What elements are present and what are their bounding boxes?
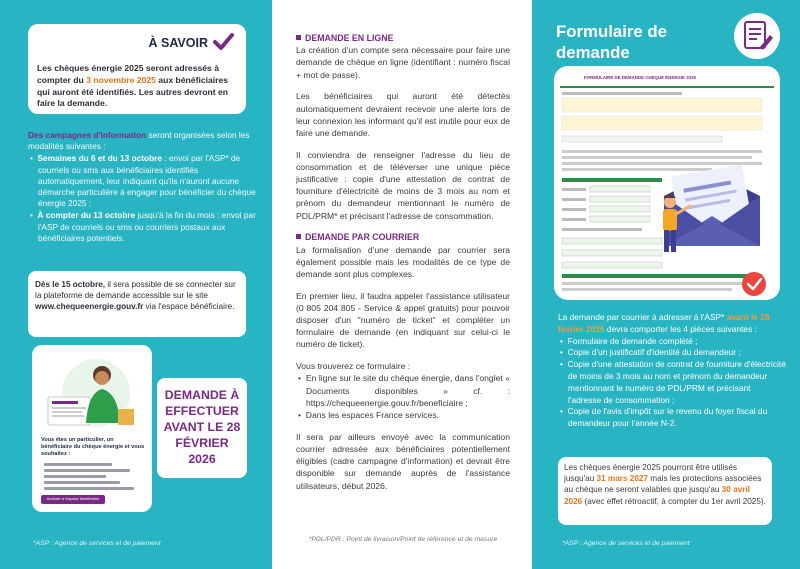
promo-heading: Vous êtes un particulier, un bénéficiaire du chèque énergie et vous souhaitez : xyxy=(41,437,145,457)
a-savoir-text: Les chèques énergie 2025 seront adressés à compter du 3 novembre 2025 aux bénéficiaires qui auront été identifiés. Les autres devront en faire la demande. xyxy=(37,63,229,109)
campaign-bullet-1: • Semaines du 6 et du 13 octobre : envoi par l'ASP* de courriels ou sms aux bénéficiaires identifiés automatiquement, leur indiquant qu'ils n'auront aucune démarche particulière à engager pour bénéficier du chèque énergie 2025 ; xyxy=(30,153,256,209)
promo-list-line xyxy=(44,475,106,478)
mail-p3: Vous trouverez ce formulaire : • En ligne sur le site du chèque énergie, dans l'onglet « Documents disponibles » cf. : https://chequeenergie.gouv.fr/beneficiaire ; • Dans les espaces France services. xyxy=(296,361,510,420)
requirement-item: • Copie de l'avis d'impôt sur le revenu du foyer fiscal du demandeur pour l'année N-2. xyxy=(560,406,768,429)
mail-list-item-2: • Dans les espaces France services. xyxy=(298,409,440,420)
online-p1: La création d'un compte sera nécessaire pour faire une demande de chèque en ligne (identifiant : numéro fiscal + mot de passe). xyxy=(296,45,510,80)
checkmark-icon xyxy=(212,31,234,53)
promo-list-line xyxy=(44,469,130,472)
validity-card xyxy=(558,457,772,525)
requirement-item: • Copie d'un justificatif d'identité du demandeur ; xyxy=(560,347,741,358)
form-edit-icon xyxy=(734,13,780,59)
promo-list-line xyxy=(44,487,134,490)
mail-p2: En premier lieu, il faudra appeler l'assistance utilisateur (0 805 204 805 - Service & appel gratuits) pour pouvoir disposer d'un "numéro de ticket" et compléter un formulaire de demande (en indiquant sur celui-ci le numéro de ticket). xyxy=(296,290,510,350)
mail-p1: La formalisation d'une demande par courrier sera également possible mais les modalités de ce type de demande sont plus complexes. xyxy=(296,244,510,279)
mail-request-title: DEMANDE PAR COURRIER xyxy=(296,231,510,243)
deadline-card xyxy=(157,378,247,478)
middle-panel xyxy=(272,0,532,569)
middle-content xyxy=(296,32,510,501)
october-15-text: Dès le 15 octobre, il sera possible de se connecter sur la plateforme de demande accessible sur le site www.chequeenergie.gouv.fr via l'espace bénéficiaire. xyxy=(35,280,236,312)
mail-list-item-1: • En ligne sur le site du chèque énergie, dans l'onglet « Documents disponibles » cf. : https://chequeenergie.gouv.fr/beneficiaire ; xyxy=(298,373,510,408)
campaign-bullet-2: • À compter du 13 octobre jusqu'à la fin du mois : envoi par l'ASP de courriels ou sms ou courriers postaux aux bénéficiaires potentiels. xyxy=(30,210,256,243)
campaigns-intro: Des campagnes d'information seront organisées selon les modalités suivantes : xyxy=(28,130,250,152)
chequeenergie-link[interactable]: www.chequeenergie.gouv.fr xyxy=(35,302,144,312)
requirement-item: • Copie d'une attestation de contrat de fourniture d'électricité de moins de 3 mois au nom et prénom du demandeur mentionnant le numéro de PDL/PRM et précisant l'adresse de consommation ; xyxy=(560,359,786,405)
form-preview-graphic xyxy=(554,66,780,300)
beneficiary-promo-card xyxy=(32,345,152,512)
beneficiary-illustration xyxy=(40,353,144,431)
campaigns-block xyxy=(28,130,260,244)
requirements-intro: La demande par courrier à adresser à l'ASP* avant le 28 février 2026 devra comporter les 4 pièces suivantes : xyxy=(558,312,770,334)
middle-footnote: *PDL/PDR : Point de livraison/Point de référence et de mesure xyxy=(308,536,498,543)
right-footnote: *ASP : Agence de services et de paiement xyxy=(562,540,690,547)
form-preview-image xyxy=(554,66,780,300)
form-section-title: Formulaire de demande xyxy=(556,22,667,62)
form-preview-header: FORMULAIRE DE DEMANDE CHÈQUE ÉNERGIE 2025 xyxy=(584,75,696,80)
october-15-card xyxy=(28,271,246,337)
deadline-text: DEMANDE À EFFECTUER AVANT LE 28 FÉVRIER 2026 xyxy=(163,388,241,466)
validity-text: Les chèques énergie 2025 pourront être utilisés jusqu'au 31 mars 2027 mais les protections associées au chèque ne seront valables que jusqu'au 30 avril 2026 (avec effet rétroactif, à compter du 1er avril 2025). xyxy=(564,463,766,506)
requirement-item: • Formulaire de demande complété ; xyxy=(560,335,698,346)
mail-requirements xyxy=(558,312,786,430)
online-p2: Les bénéficiaires qui auront été détectés automatiquement devraient recevoir une alerte lors de leur connexion les informant qu'il est inutile pour eux de faire une demande. xyxy=(296,91,510,138)
promo-list-line xyxy=(44,463,112,466)
beneficiary-space-button[interactable]: Accéder à l'espace bénéficiaire xyxy=(41,495,105,504)
mail-p4: Il sera par ailleurs envoyé avec la communication courrier adressée aux bénéficiaires potentiellement éligibles (cadre campagne d'information) et devrait être disponible sur demande auprès de l'assistance utilisateurs, début 2026. xyxy=(296,431,510,491)
online-request-title: DEMANDE EN LIGNE xyxy=(296,32,510,44)
a-savoir-card xyxy=(28,24,246,114)
left-panel xyxy=(0,0,272,569)
promo-list-line xyxy=(44,481,120,484)
a-savoir-title: À SAVOIR xyxy=(148,36,208,50)
online-p3: Il conviendra de renseigner l'adresse du lieu de consommation et de téléverser une unique pièce justificative : copie d'une attestation de contrat de fourniture d'électricité de moins de 3 mois au nom et prénom du demandeur mentionnant le numéro de PDL/PRM* et précisant l'adresse de consommation. xyxy=(296,149,510,221)
left-footnote: *ASP : Agence de services et de paiement xyxy=(33,540,161,547)
